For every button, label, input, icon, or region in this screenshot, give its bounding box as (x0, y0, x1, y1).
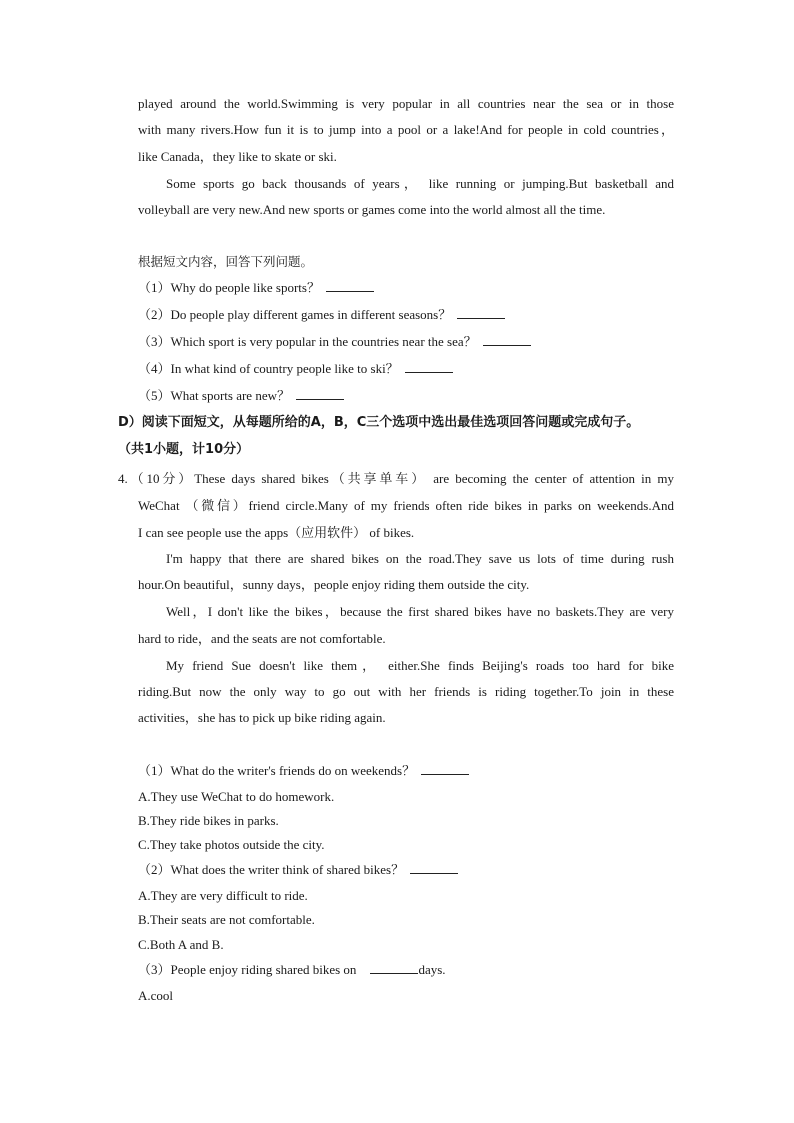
passage-d-line-4: I'm happy that there are shared bikes on the road.They save us lots of time during rush (166, 551, 674, 566)
section-d-heading-score: （共1小题，计10分） (118, 442, 250, 457)
answer-blank[interactable] (370, 961, 418, 974)
question-c-3 (138, 333, 531, 351)
question-c-4 (138, 360, 453, 378)
answer-blank[interactable] (421, 762, 469, 775)
passage-d-line-5: hour.On beautiful，sunny days，people enjoy riding them outside the city. (138, 577, 530, 592)
question-text: （3）Which sport is very popular in the countries near the sea？ (138, 334, 477, 349)
question-d-1 (138, 762, 469, 780)
answer-blank[interactable] (296, 387, 344, 400)
option-d1-c[interactable]: C.They take photos outside the city. (138, 837, 325, 852)
passage-c-line-1: played around the world.Swimming is very popular in all countries near the sea or in those (138, 96, 674, 111)
question-c-5 (138, 387, 344, 405)
question-text-end: days. (418, 962, 446, 977)
answer-blank[interactable] (326, 279, 374, 292)
question-c-1 (138, 279, 374, 297)
question-text: （5）What sports are new？ (138, 388, 290, 403)
option-d2-b[interactable]: B.Their seats are not comfortable. (138, 912, 315, 927)
passage-d-line-7: hard to ride，and the seats are not comfortable. (138, 631, 386, 646)
question-d-2 (138, 861, 458, 879)
question-text: （3）People enjoy riding shared bikes on (138, 962, 357, 977)
question-text: （4）In what kind of country people like to ski？ (138, 361, 399, 376)
answer-blank[interactable] (457, 306, 505, 319)
passage-d-line-8: My friend Sue doesn't like them， either.She finds Beijing's roads too hard for bike (166, 658, 674, 673)
option-d1-b[interactable]: B.They ride bikes in parks. (138, 813, 279, 828)
question-text: （1）What do the writer's friends do on weekends？ (138, 763, 416, 778)
answer-blank[interactable] (410, 861, 458, 874)
passage-c-line-3: like Canada，they like to skate or ski. (138, 149, 337, 164)
question-text: （2）Do people play different games in different seasons？ (138, 307, 452, 322)
answer-blank[interactable] (405, 360, 453, 373)
option-d2-c[interactable]: C.Both A and B. (138, 937, 224, 952)
option-d1-a[interactable]: A.They use WeChat to do homework. (138, 789, 335, 804)
passage-c-line-5: volleyball are very new.And new sports or games come into the world almost all the time. (138, 202, 606, 217)
passage-d-line-6: Well，I don't like the bikes，because the first shared bikes have no baskets.They are very (166, 604, 674, 619)
question-c-2 (138, 306, 505, 324)
questions-instruction: 根据短文内容，回答下列问题。 (138, 254, 314, 269)
passage-c-line-4: Some sports go back thousands of years， like running or jumping.But basketball and (166, 176, 674, 191)
section-d-heading: D）阅读下面短文，从每题所给的A，B，C三个选项中选出最佳选项回答问题或完成句子。 (118, 415, 640, 430)
passage-d-line-10: activities，she has to pick up bike riding again. (138, 710, 386, 725)
option-d3-a[interactable]: A.cool (138, 988, 174, 1003)
passage-d-line-9: riding.But now the only way to go out with her friends is riding together.To join in these (138, 684, 674, 699)
passage-d-line-3: I can see people use the apps（应用软件） of bikes. (138, 525, 415, 540)
option-d2-a[interactable]: A.They are very difficult to ride. (138, 888, 308, 903)
passage-d-line-2: WeChat （微信）friend circle.Many of my friends often ride bikes in parks on weekends.And (138, 498, 674, 513)
question-text: （2）What does the writer think of shared bikes？ (138, 862, 405, 877)
passage-c-line-2: with many rivers.How fun it is to jump into a pool or a lake!And for people in cold countries， (138, 122, 674, 137)
answer-blank[interactable] (483, 333, 531, 346)
question-text: （1）Why do people like sports？ (138, 280, 320, 295)
passage-d-line-1: 4.（10分）These days shared bikes（共享单车） are becoming the center of attention in my (118, 471, 674, 486)
question-d-3 (138, 961, 446, 979)
